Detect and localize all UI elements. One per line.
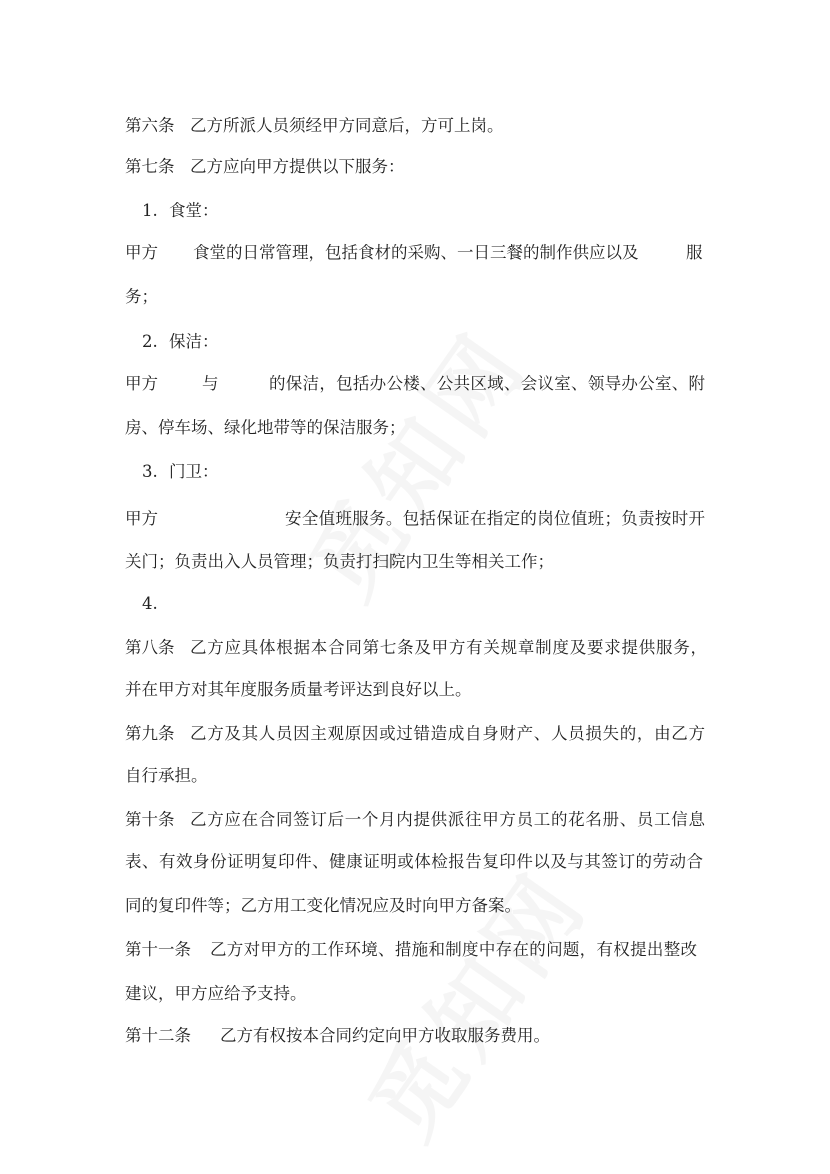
article-number: 第九条 (125, 724, 175, 743)
paragraph-text: 建议，甲方应给予支持。 (125, 984, 307, 1003)
paragraph-text: 与 (202, 374, 219, 393)
party-label: 甲方 (125, 374, 158, 393)
article-number: 第八条 (125, 638, 175, 657)
paragraph-text: 安全值班服务。包括保证在指定的岗位值班；负责按时开 (285, 509, 705, 528)
article-text: 乙方应向甲方提供以下服务： (190, 157, 405, 176)
paragraph-text: 务； (125, 287, 158, 306)
article-number: 第十条 (125, 810, 175, 829)
paragraph-text: 并在甲方对其年度服务质量考评达到良好以上。 (125, 680, 472, 699)
paragraph-text: 的保洁，包括办公楼、公共区域、会议室、领导办公室、附 (269, 374, 705, 393)
article-text: 乙方所派人员须经甲方同意后，方可上岗。 (190, 116, 504, 135)
article-text: 乙方有权按本合同约定向甲方收取服务费用。 (220, 1026, 550, 1045)
article-text: 乙方及其人员因主观原因或过错造成自身财产、人员损失的，由乙方 (190, 724, 705, 743)
article-number: 第十二条 (125, 1026, 191, 1045)
list-heading: 门卫： (169, 462, 219, 481)
paragraph-text: 食堂的日常管理，包括食材的采购、一日三餐的制作供应以及 (193, 243, 639, 262)
paragraph-text: 同的复印件等；乙方用工变化情况应及时向甲方备案。 (125, 896, 521, 915)
paragraph-text: 自行承担。 (125, 766, 208, 785)
list-number: 3. (142, 462, 158, 481)
article-number: 第六条 (125, 116, 175, 135)
article-number: 第十一条 (125, 940, 191, 959)
list-heading: 食堂： (169, 201, 219, 220)
article-text: 乙方应在合同签订后一个月内提供派往甲方员工的花名册、员工信息 (190, 810, 705, 829)
paragraph-text: 房、停车场、绿化地带等的保洁服务； (125, 418, 406, 437)
party-label: 甲方 (125, 509, 158, 528)
paragraph-text: 表、有效身份证明复印件、健康证明或体检报告复印件以及与其签订的劳动合 (125, 852, 703, 871)
list-number: 1. (142, 201, 158, 220)
paragraph-text: 服 (686, 243, 703, 262)
article-text: 乙方对甲方的工作环境、措施和制度中存在的问题，有权提出整改 (210, 940, 697, 959)
list-number: 2. (142, 332, 158, 351)
article-text: 乙方应具体根据本合同第七条及甲方有关规章制度及要求提供服务， (190, 638, 707, 657)
article-number: 第七条 (125, 157, 175, 176)
list-heading: 保洁： (169, 332, 219, 351)
party-label: 甲方 (125, 243, 158, 262)
list-number: 4. (142, 594, 158, 613)
paragraph-text: 关门；负责出入人员管理；负责打扫院内卫生等相关工作； (125, 552, 554, 571)
